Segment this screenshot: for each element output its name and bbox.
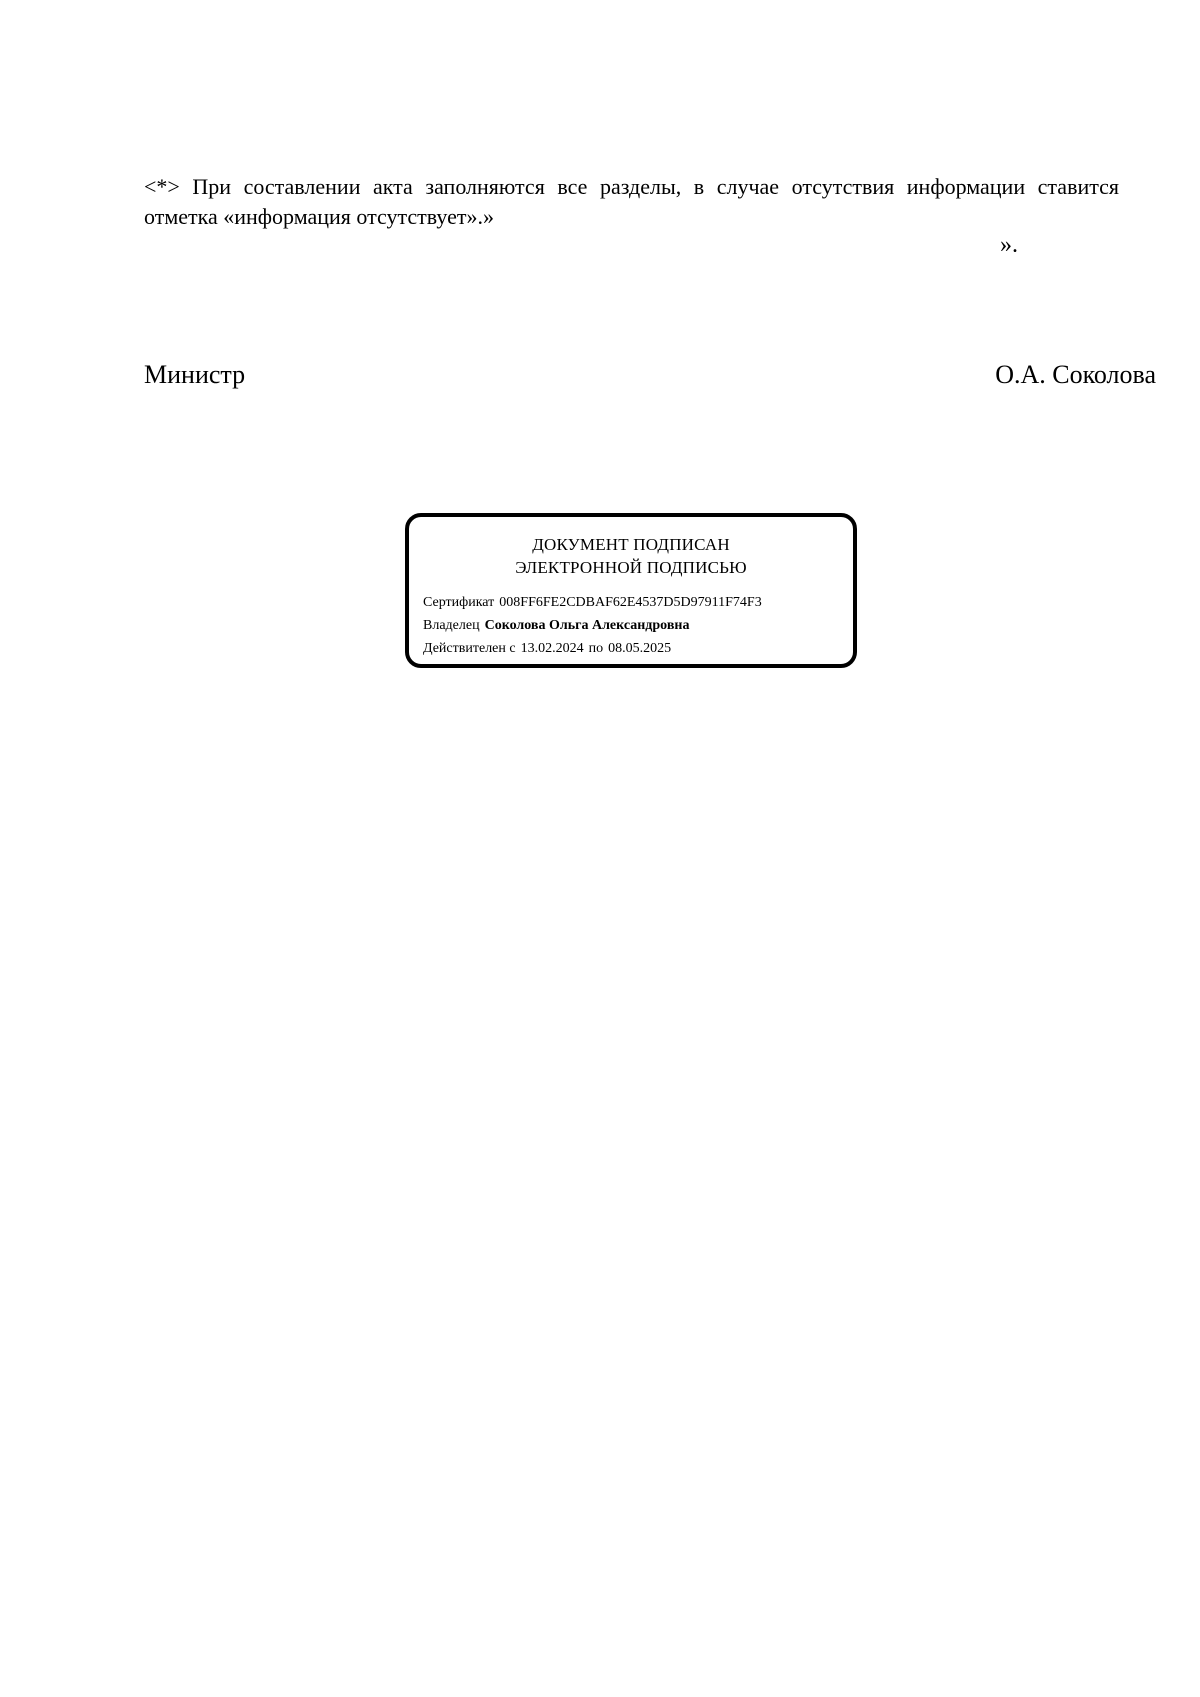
stamp-title-line2: ЭЛЕКТРОННОЙ ПОДПИСЬЮ	[515, 558, 747, 577]
certificate-line	[423, 591, 839, 614]
stamp-title	[423, 533, 839, 579]
certificate-value: 008FF6FE2CDBAF62E4537D5D97911F74F3	[499, 595, 762, 610]
stamp-details	[423, 591, 839, 660]
owner-label: Владелец	[423, 618, 480, 633]
footnote-text: <*> При составлении акта заполняются все разделы, в случае отсутствия информации ставится отметка «информация отсутствует».»	[144, 174, 1119, 229]
signatory-position: Министр	[144, 360, 246, 389]
stamp-title-line1: ДОКУМЕНТ ПОДПИСАН	[532, 535, 730, 554]
signature-block	[144, 358, 1156, 392]
signatory-name: О.А. Соколова	[995, 360, 1156, 389]
valid-label: Действителен с	[423, 641, 516, 656]
certificate-label: Сертификат	[423, 595, 495, 610]
owner-value: Соколова Ольга Александровна	[484, 618, 690, 633]
electronic-signature-stamp	[405, 513, 857, 668]
valid-to: 08.05.2025	[608, 641, 672, 656]
owner-line	[423, 614, 839, 637]
valid-from: 13.02.2024	[520, 641, 584, 656]
validity-line	[423, 637, 839, 660]
closing-quote: ».	[1000, 232, 1018, 258]
valid-to-label: по	[588, 641, 604, 656]
